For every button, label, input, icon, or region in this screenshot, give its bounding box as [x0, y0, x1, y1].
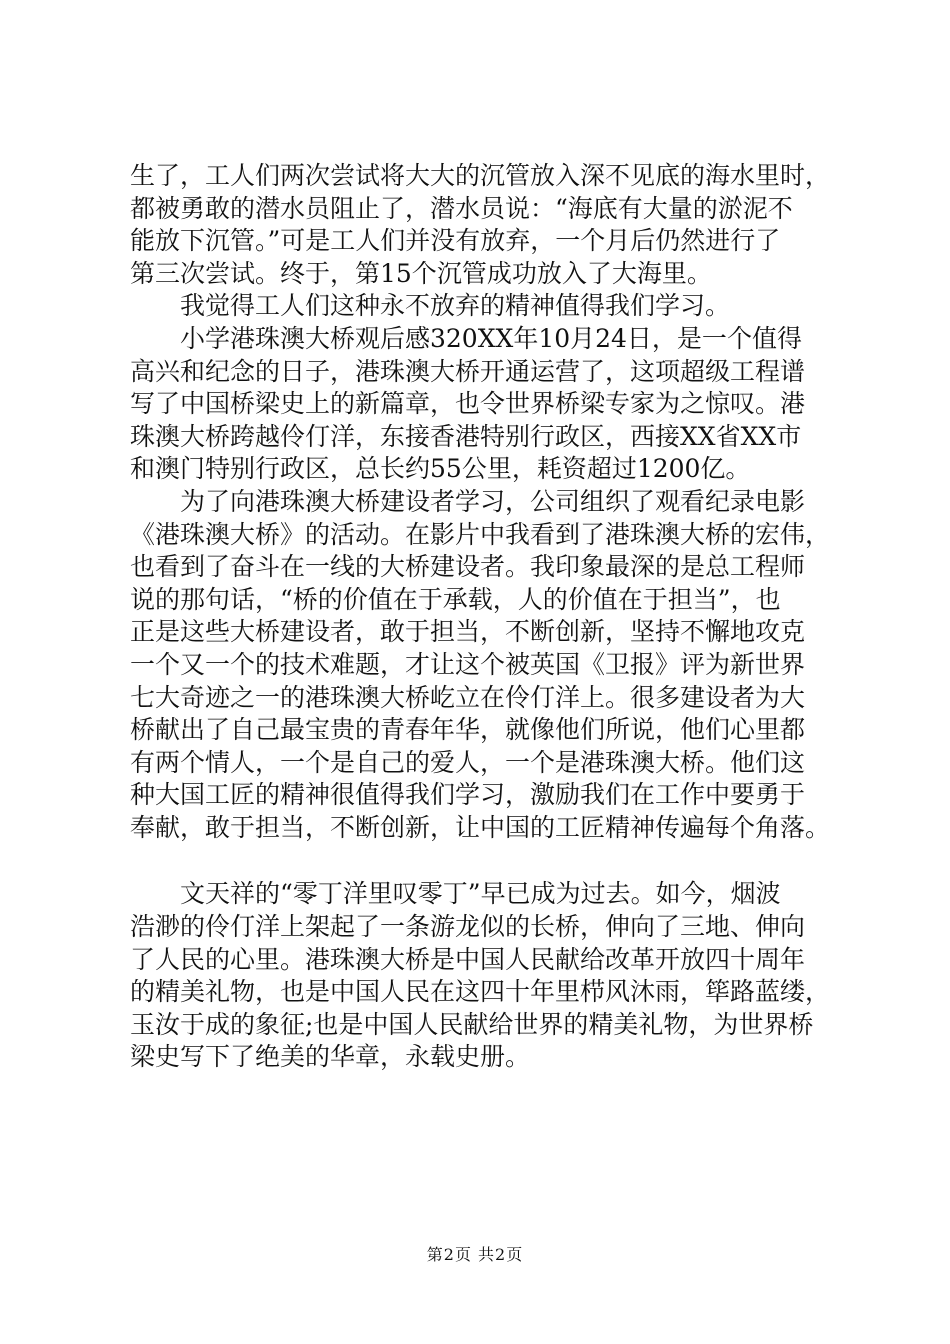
text-line: 珠澳大桥跨越伶仃洋，东接香港特别行政区，西接XX省XX市 [130, 421, 802, 451]
text-line: 写了中国桥梁史上的新篇章，也令世界桥梁专家为之惊叹。港 [130, 389, 806, 419]
text-line: 文天祥的“零丁洋里叹零丁”早已成为过去。如今，烟波 [180, 879, 781, 909]
text-line: 桥献出了自己最宝贵的青春年华，就像他们所说，他们心里都 [130, 715, 806, 745]
text-line: 一个又一个的技术难题，才让这个被英国《卫报》评为新世界 [130, 649, 806, 679]
text-line: 说的那句话，“桥的价值在于承载，人的价值在于担当”，也 [130, 584, 781, 614]
text-line: 正是这些大桥建设者，敢于担当，不断创新，坚持不懈地攻克 [130, 617, 806, 647]
text-line: 的精美礼物，也是中国人民在这四十年里栉风沐雨，筚路蓝缕， [130, 977, 831, 1007]
text-line: 也看到了奋斗在一线的大桥建设者。我印象最深的是总工程师 [130, 552, 806, 582]
text-line: 第三次尝试。终于，第15个沉管成功放入了大海里。 [130, 258, 712, 288]
text-line: 《港珠澳大桥》的活动。在影片中我看到了港珠澳大桥的宏伟， [130, 519, 831, 549]
text-line: 有两个情人，一个是自己的爱人，一个是港珠澳大桥。他们这 [130, 747, 806, 777]
text-line: 能放下沉管。”可是工人们并没有放弃，一个月后仍然进行了 [130, 226, 781, 256]
text-line: 七大奇迹之一的港珠澳大桥屹立在伶仃洋上。很多建设者为大 [130, 682, 806, 712]
text-line: 和澳门特别行政区，总长约55公里，耗资超过1200亿。 [130, 454, 751, 484]
text-line: 我觉得工人们这种永不放弃的精神值得我们学习。 [180, 291, 731, 321]
text-line: 种大国工匠的精神很值得我们学习，激励我们在工作中要勇于 [130, 780, 806, 810]
text-line: 高兴和纪念的日子，港珠澳大桥开通运营了，这项超级工程谱 [130, 356, 806, 386]
text-line: 都被勇敢的潜水员阻止了，潜水员说：“海底有大量的淤泥不 [130, 193, 793, 223]
text-line: 小学港珠澳大桥观后感320XX年10月24日，是一个值得 [180, 323, 802, 353]
text-line: 玉汝于成的象征;也是中国人民献给世界的精美礼物，为世界桥 [130, 1009, 814, 1039]
document-body [130, 160, 830, 1074]
paragraph-gap [130, 844, 830, 878]
text-line: 为了向港珠澳大桥建设者学习，公司组织了观看纪录电影 [180, 486, 806, 516]
text-line: 浩渺的伶仃洋上架起了一条游龙似的长桥，伸向了三地、伸向 [130, 912, 806, 942]
text-line: 生了，工人们两次尝试将大大的沉管放入深不见底的海水里时， [130, 161, 831, 190]
page-footer: 第2页 共2页 [426, 1245, 524, 1264]
text-line: 梁史写下了绝美的华章，永载史册。 [130, 1042, 531, 1072]
text-line: 了人民的心里。港珠澳大桥是中国人民献给改革开放四十周年 [130, 944, 806, 974]
text-line: 奉献，敢于担当，不断创新，让中国的工匠精神传遍每个角落。 [130, 812, 831, 842]
